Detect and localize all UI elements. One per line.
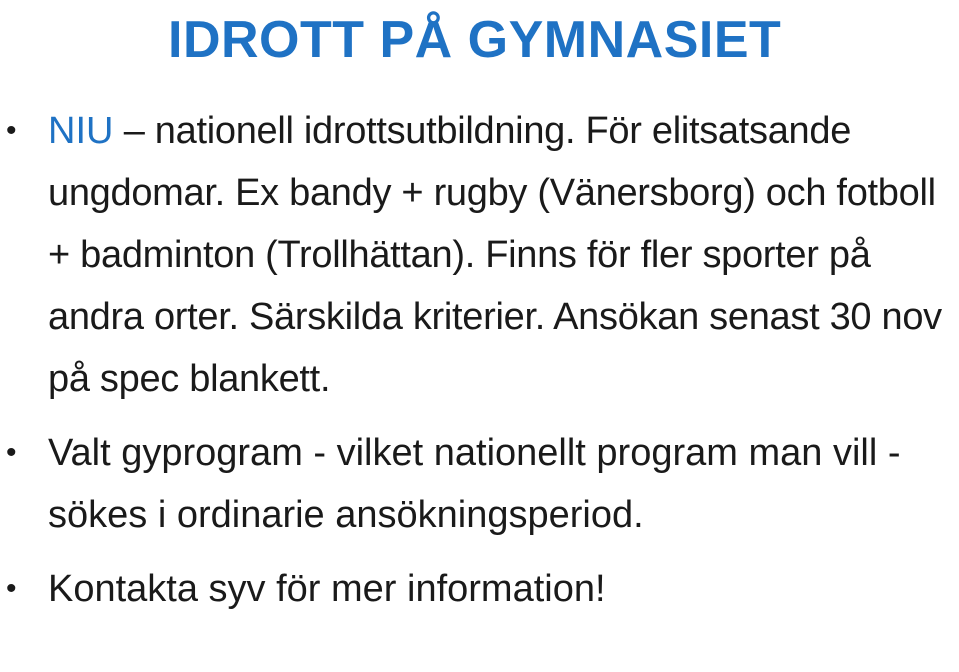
bullet-text: – nationell idrottsutbildning. För elitsatsande ungdomar. Ex bandy + rugby (Vänersborg) och fotboll + badminton (Trollhättan). Finns för fler sporter på andra orter. Särskilda kriterier. Ansökan senast 30 nov på spec blankett. [48, 110, 942, 400]
bullet-item-kontakta [0, 558, 959, 620]
bullet-highlight: NIU [48, 110, 114, 152]
bullet-icon: • [6, 436, 17, 469]
bullet-item-gyprogram [0, 422, 959, 546]
bullet-icon: • [6, 572, 17, 605]
bullet-text: Valt gyprogram - vilket nationellt program man vill - sökes i ordinarie ansökningsperiod. [48, 432, 901, 536]
bullet-list [0, 100, 959, 620]
bullet-icon: • [6, 114, 17, 147]
bullet-text: Kontakta syv för mer information! [48, 568, 606, 610]
slide-title: IDROTT PÅ GYMNASIET [168, 11, 782, 69]
bullet-item-niu [0, 100, 959, 410]
